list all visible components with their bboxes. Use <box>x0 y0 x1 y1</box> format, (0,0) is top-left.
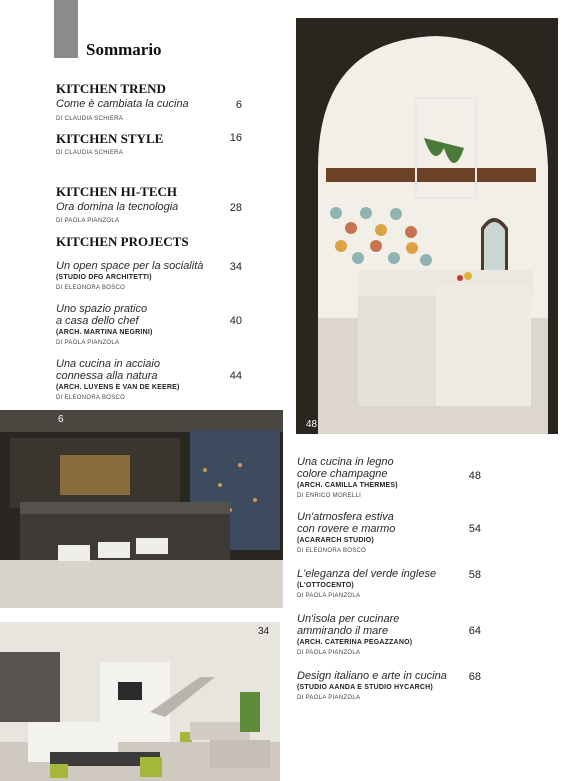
entry-page-number: 54 <box>468 523 481 535</box>
dark-kitchen-illustration <box>0 410 283 608</box>
entry-byline: DI ELEONORA BOSCO <box>56 395 126 401</box>
entry-title-line: a casa dello chef <box>56 315 139 327</box>
photo-page-label: 6 <box>58 414 64 425</box>
toc-entry[interactable] <box>56 358 242 403</box>
entry-page-number: 44 <box>229 370 242 382</box>
toc-entry[interactable] <box>56 98 242 124</box>
section-heading: KITCHEN PROJECTS <box>56 234 189 249</box>
entry-title-line: colore champagne <box>297 468 388 480</box>
entry-byline: DI ENRICO MORELLI <box>297 493 362 499</box>
toc-kitchen-projects <box>56 234 242 403</box>
entry-title: Come è cambiata la cucina <box>56 98 189 110</box>
entry-title-line: ammirando il mare <box>297 625 389 637</box>
entry-byline: DI PAOLA PIANZOLA <box>297 695 361 701</box>
photo-arched-kitchen[interactable] <box>296 18 558 434</box>
entry-title-line: Design italiano e arte in cucina <box>297 670 447 682</box>
photo-open-space[interactable] <box>0 622 280 781</box>
entry-title: Un open space per la socialità <box>56 260 204 272</box>
entry-architect: (ARCH. CAMILLA THERMES) <box>297 482 398 489</box>
entry-architect: (ARCH. MARTINA NEGRINI) <box>56 329 153 336</box>
entry-byline: DI PAOLA PIANZOLA <box>56 218 120 224</box>
entry-title-line: con rovere e marmo <box>297 523 396 535</box>
entry-architect: (STUDIO DFG ARCHITETTI) <box>56 274 152 281</box>
toc-entry[interactable] <box>56 260 242 293</box>
toc-entry[interactable] <box>297 670 481 703</box>
toc-right-column <box>297 456 481 703</box>
photo-page-label: 34 <box>258 626 270 637</box>
entry-byline: DI ELEONORA BOSCO <box>56 285 126 291</box>
entry-byline: DI CLAUDIA SCHIERA <box>56 150 124 156</box>
entry-architect: (ARCH. LUYENS E VAN DE KEERE) <box>56 384 180 391</box>
entry-page-number: 68 <box>468 671 481 683</box>
entry-byline: DI PAOLA PIANZOLA <box>56 340 120 346</box>
entry-page-number: 6 <box>235 99 242 111</box>
entry-title-line: Un'isola per cucinare <box>297 613 400 625</box>
photo-dark-kitchen[interactable] <box>0 410 283 608</box>
entry-page-number: 58 <box>468 569 481 581</box>
toc-entry[interactable] <box>56 303 242 348</box>
entry-architect: (ACARARCH STUDIO) <box>297 537 374 544</box>
photo-page-label: 48 <box>306 419 318 430</box>
entry-title-line: Uno spazio pratico <box>56 303 148 315</box>
entry-title-line: connessa alla natura <box>56 370 158 382</box>
entry-title: Ora domina la tecnologia <box>56 201 179 213</box>
entry-title-line: L'eleganza del verde inglese <box>297 568 437 580</box>
toc-entry[interactable] <box>297 568 481 601</box>
toc-entry[interactable] <box>297 613 481 658</box>
section-heading: KITCHEN TREND <box>56 81 166 96</box>
page-title: Sommario <box>86 40 162 59</box>
section-heading: KITCHEN STYLE <box>56 131 164 146</box>
entry-title-line: Una cucina in acciaio <box>56 358 160 370</box>
toc-left-column <box>56 78 242 403</box>
toc-kitchen-style[interactable] <box>56 131 242 176</box>
entry-page-number: 48 <box>468 470 481 482</box>
toc-entry[interactable] <box>56 201 242 226</box>
entry-page-number: 40 <box>229 315 242 327</box>
entry-byline: DI CLAUDIA SCHIERA <box>56 116 124 122</box>
entry-page-number: 28 <box>229 202 242 214</box>
toc-kitchen-trend <box>56 81 242 124</box>
toc-entry[interactable] <box>297 511 481 556</box>
entry-architect: (L'OTTOCENTO) <box>297 582 354 589</box>
entry-byline: DI PAOLA PIANZOLA <box>297 650 361 656</box>
entry-byline: DI PAOLA PIANZOLA <box>297 593 361 599</box>
section-heading: KITCHEN HI-TECH <box>56 184 177 199</box>
entry-page-number: 64 <box>468 625 481 637</box>
open-space-illustration <box>0 622 280 781</box>
entry-title-line: Una cucina in legno <box>297 456 394 468</box>
arched-kitchen-illustration <box>296 18 558 434</box>
toc-kitchen-hitech <box>56 184 242 226</box>
entry-architect: (STUDIO AANDA E STUDIO HYCARCH) <box>297 684 433 691</box>
section-tab-marker <box>54 0 78 58</box>
entry-title-line: Un'atmosfera estiva <box>297 511 394 523</box>
toc-entry[interactable] <box>297 456 481 501</box>
entry-byline: DI ELEONORA BOSCO <box>297 548 367 554</box>
entry-page-number: 34 <box>229 261 242 273</box>
entry-architect: (ARCH. CATERINA PEGAZZANO) <box>297 639 413 646</box>
entry-page-number: 16 <box>229 132 242 144</box>
